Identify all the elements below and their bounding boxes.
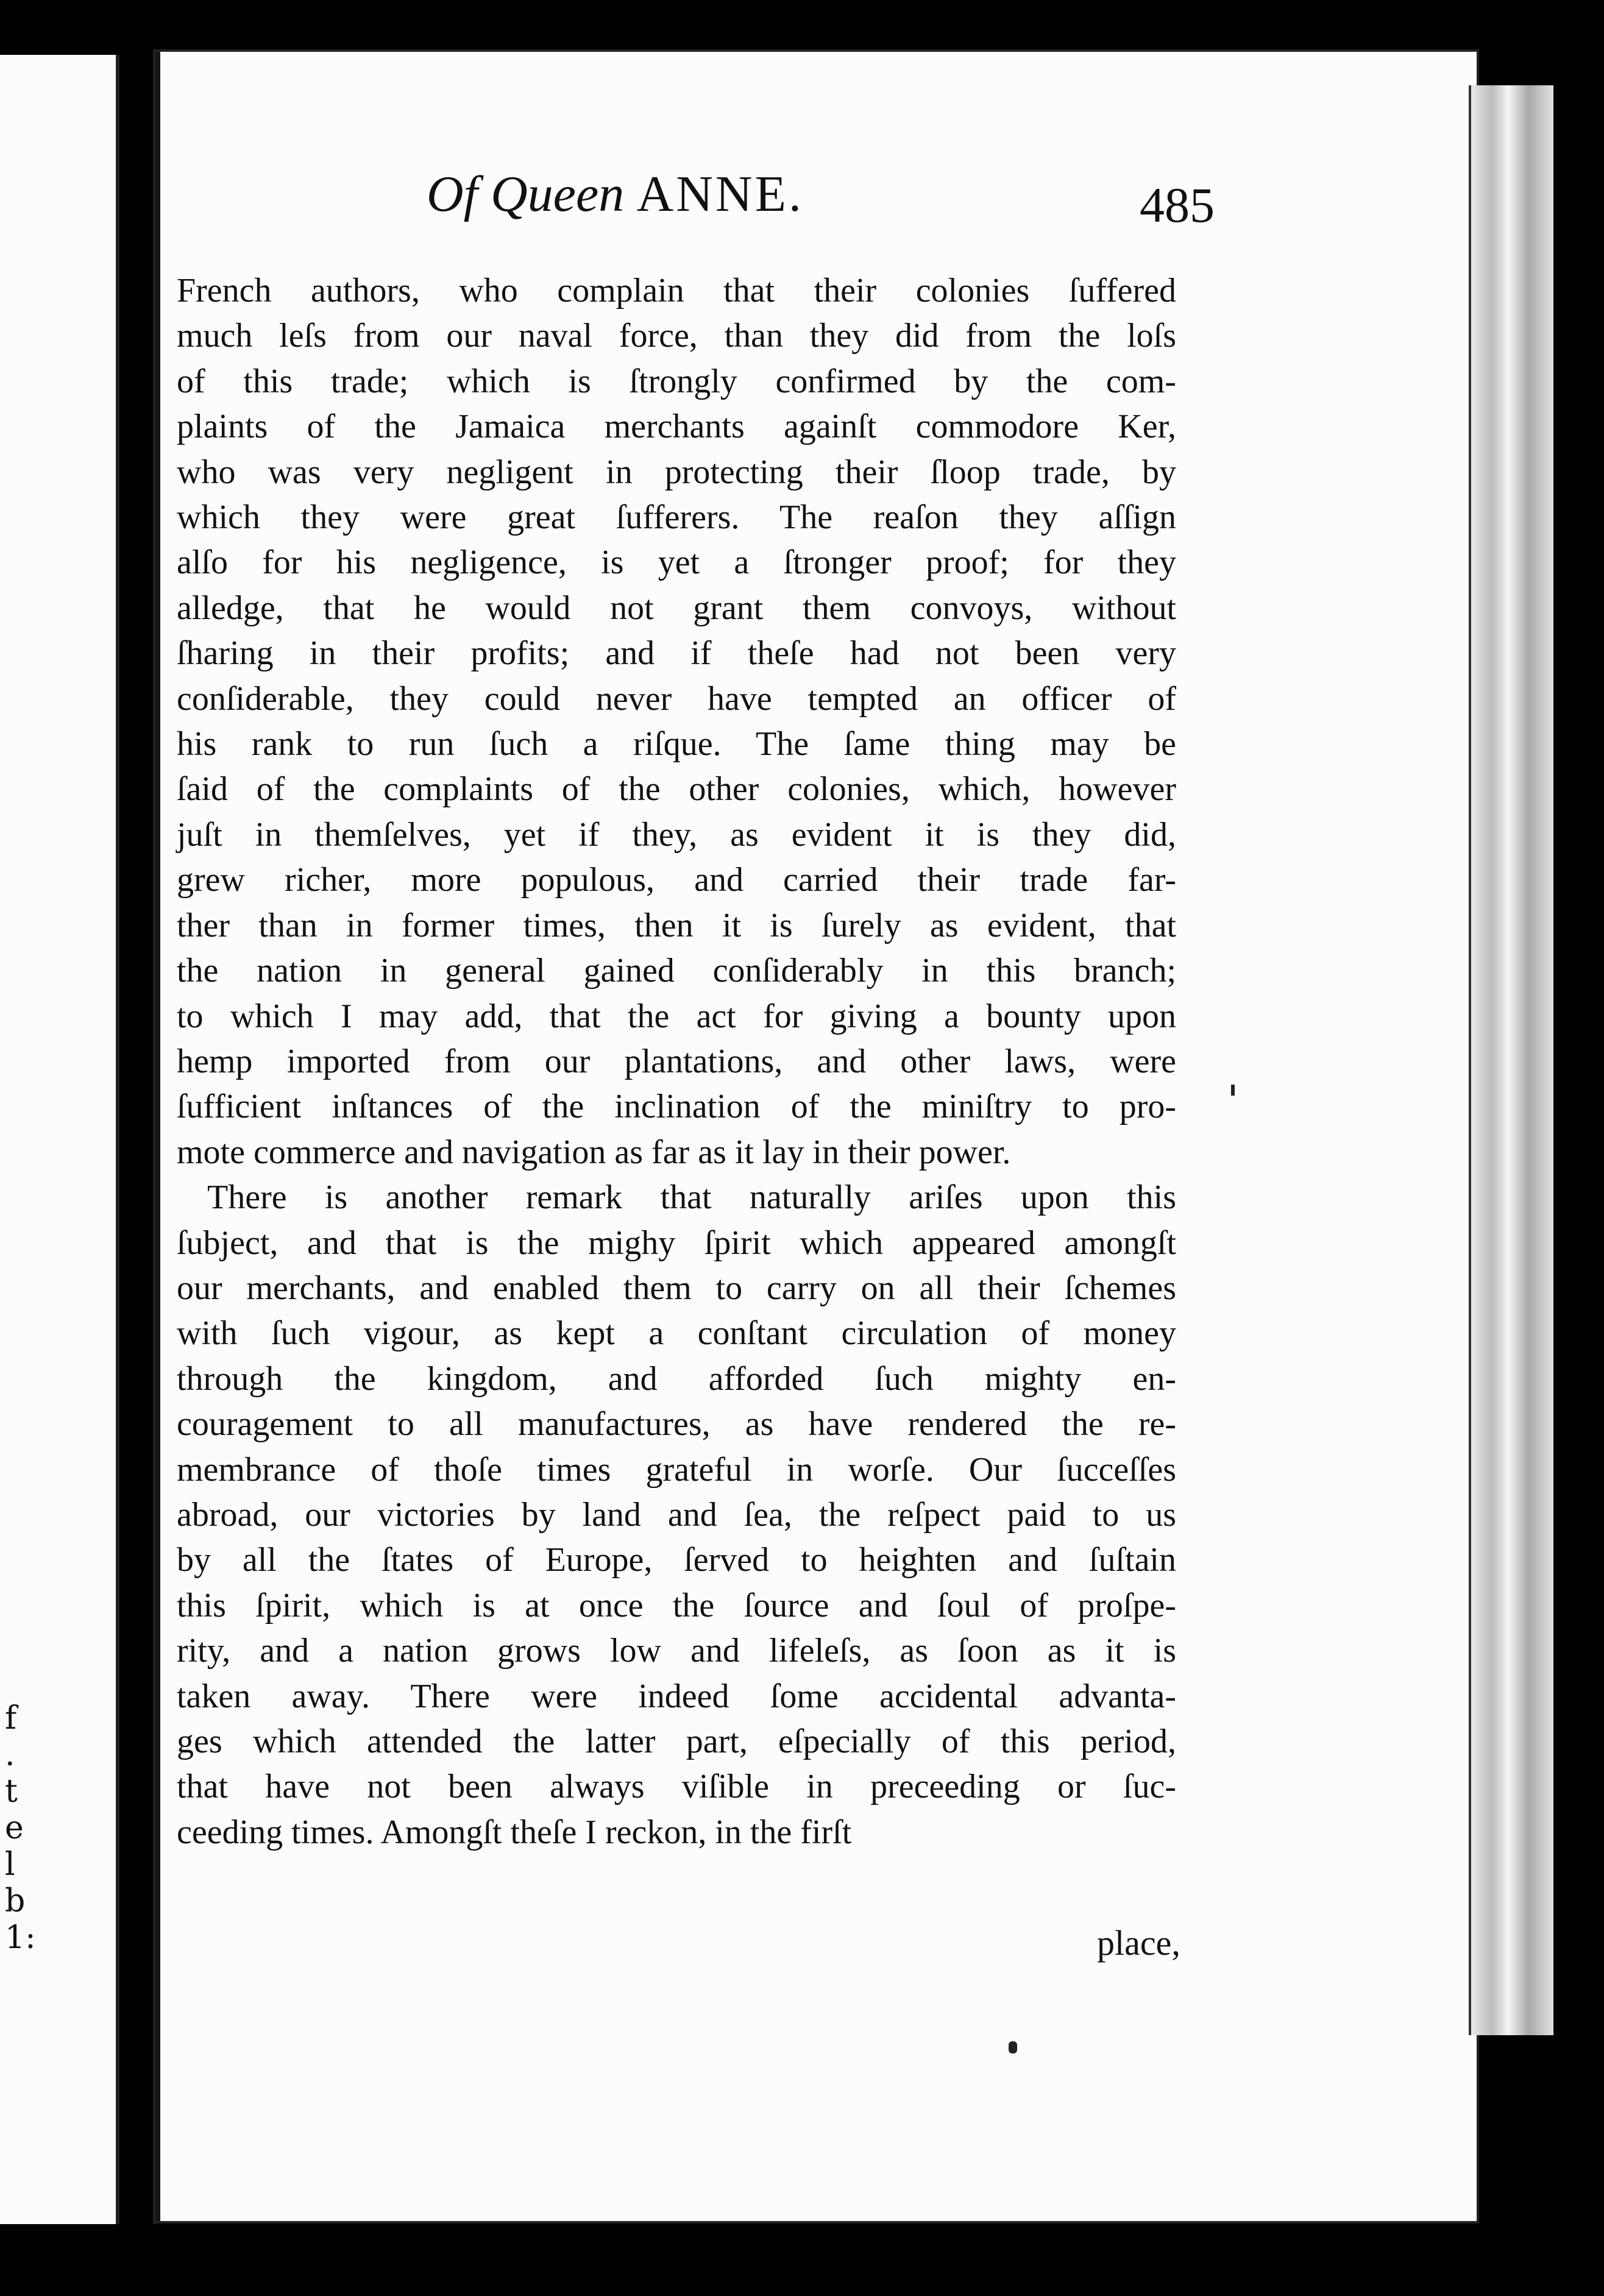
running-head-prefix: Of Queen xyxy=(427,166,625,222)
text-line: that have not been always viſible in preceeding or ſuc- xyxy=(177,1768,1176,1806)
text-line: ceeding times. Amongſt theſe I reckon, in the firſt xyxy=(177,1813,852,1851)
text-line: ſufficient inſtances of the inclination of the miniſtry to pro- xyxy=(177,1088,1176,1126)
text-line: abroad, our victories by land and ſea, the reſpect paid to us xyxy=(177,1495,1176,1534)
left-page-edge xyxy=(0,55,119,2224)
text-line: ges which attended the latter part, eſpecially of this period, xyxy=(177,1723,1176,1760)
text-line: much leſs from our naval force, than they did from the loſs xyxy=(177,317,1176,355)
text-line: who was very negligent in protecting their ſloop trade, by xyxy=(177,453,1176,491)
text-line: our merchants, and enabled them to carry on all their ſchemes xyxy=(177,1269,1176,1307)
text-line: this ſpirit, which is at once the ſource and ſoul of proſpe- xyxy=(177,1586,1176,1625)
text-line: to which I may add, that the act for giving a bounty upon xyxy=(177,997,1176,1035)
ink-mark xyxy=(1231,1085,1235,1096)
text-line: by all the ſtates of Europe, ſerved to heighten and ſuſtain xyxy=(177,1541,1176,1579)
text-line: rity, and a nation grows low and lifeleſs, as ſoon as it is xyxy=(177,1632,1176,1670)
text-line: his rank to run ſuch a riſque. The ſame thing may be xyxy=(177,725,1176,764)
text-line: taken away. There were indeed ſome accidental advanta- xyxy=(177,1677,1176,1715)
text-line: hemp imported from our plantations, and other laws, were xyxy=(177,1042,1176,1080)
text-line: through the kingdom, and afforded ſuch mighty en- xyxy=(177,1359,1176,1398)
text-line: alledge, that he would not grant them convoys, without xyxy=(177,589,1176,627)
text-line: mote commerce and navigation as far as it lay in their power. xyxy=(177,1133,1011,1171)
text-line: with ſuch vigour, as kept a conſtant circulation of money xyxy=(177,1314,1176,1353)
text-line: couragement to all manufactures, as have rendered the re- xyxy=(177,1405,1176,1444)
text-line: French authors, who complain that their colonies ſuffered xyxy=(177,272,1176,310)
text-line: ſharing in their profits; and if theſe had not been very xyxy=(177,634,1176,673)
text-line: alſo for his negligence, is yet a ſtronger proof; for they xyxy=(177,544,1176,582)
text-line: the nation in general gained conſiderably in this branch; xyxy=(177,952,1176,990)
text-line: plaints of the Jamaica merchants againſt commodore Ker, xyxy=(177,408,1176,446)
ink-blot xyxy=(1009,2041,1017,2053)
running-head-title: ANNE. xyxy=(636,166,804,222)
text-line: which they were great ſufferers. The reaſon they aſſign xyxy=(177,498,1176,537)
text-line: conſiderable, they could never have tempted an officer of xyxy=(177,679,1176,718)
running-head xyxy=(427,165,804,224)
text-line: membrance of thoſe times grateful in worſe. Our ſucceſſes xyxy=(177,1450,1176,1489)
page-number: 485 xyxy=(1140,177,1215,233)
text-line: ther than in former times, then it is ſurely as evident, that xyxy=(177,906,1176,944)
text-line: ſaid of the complaints of the other colonies, which, however xyxy=(177,770,1176,809)
text-line: There is another remark that naturally ariſes upon this xyxy=(207,1178,1176,1217)
left-page-fragment: f . t e l b 1: xyxy=(5,1700,36,1956)
text-line: ſubject, and that is the mighy ſpirit which appeared amongſt xyxy=(177,1224,1176,1262)
text-line: of this trade; which is ſtrongly confirmed by the com- xyxy=(177,362,1176,400)
page-body-text xyxy=(177,268,1176,1855)
catchword: place, xyxy=(1097,1923,1180,1963)
text-line: grew richer, more populous, and carried their trade far- xyxy=(177,861,1176,899)
page-edge-stack xyxy=(1469,85,1553,2035)
text-line: juſt in themſelves, yet if they, as evident it is they did, xyxy=(177,815,1176,854)
